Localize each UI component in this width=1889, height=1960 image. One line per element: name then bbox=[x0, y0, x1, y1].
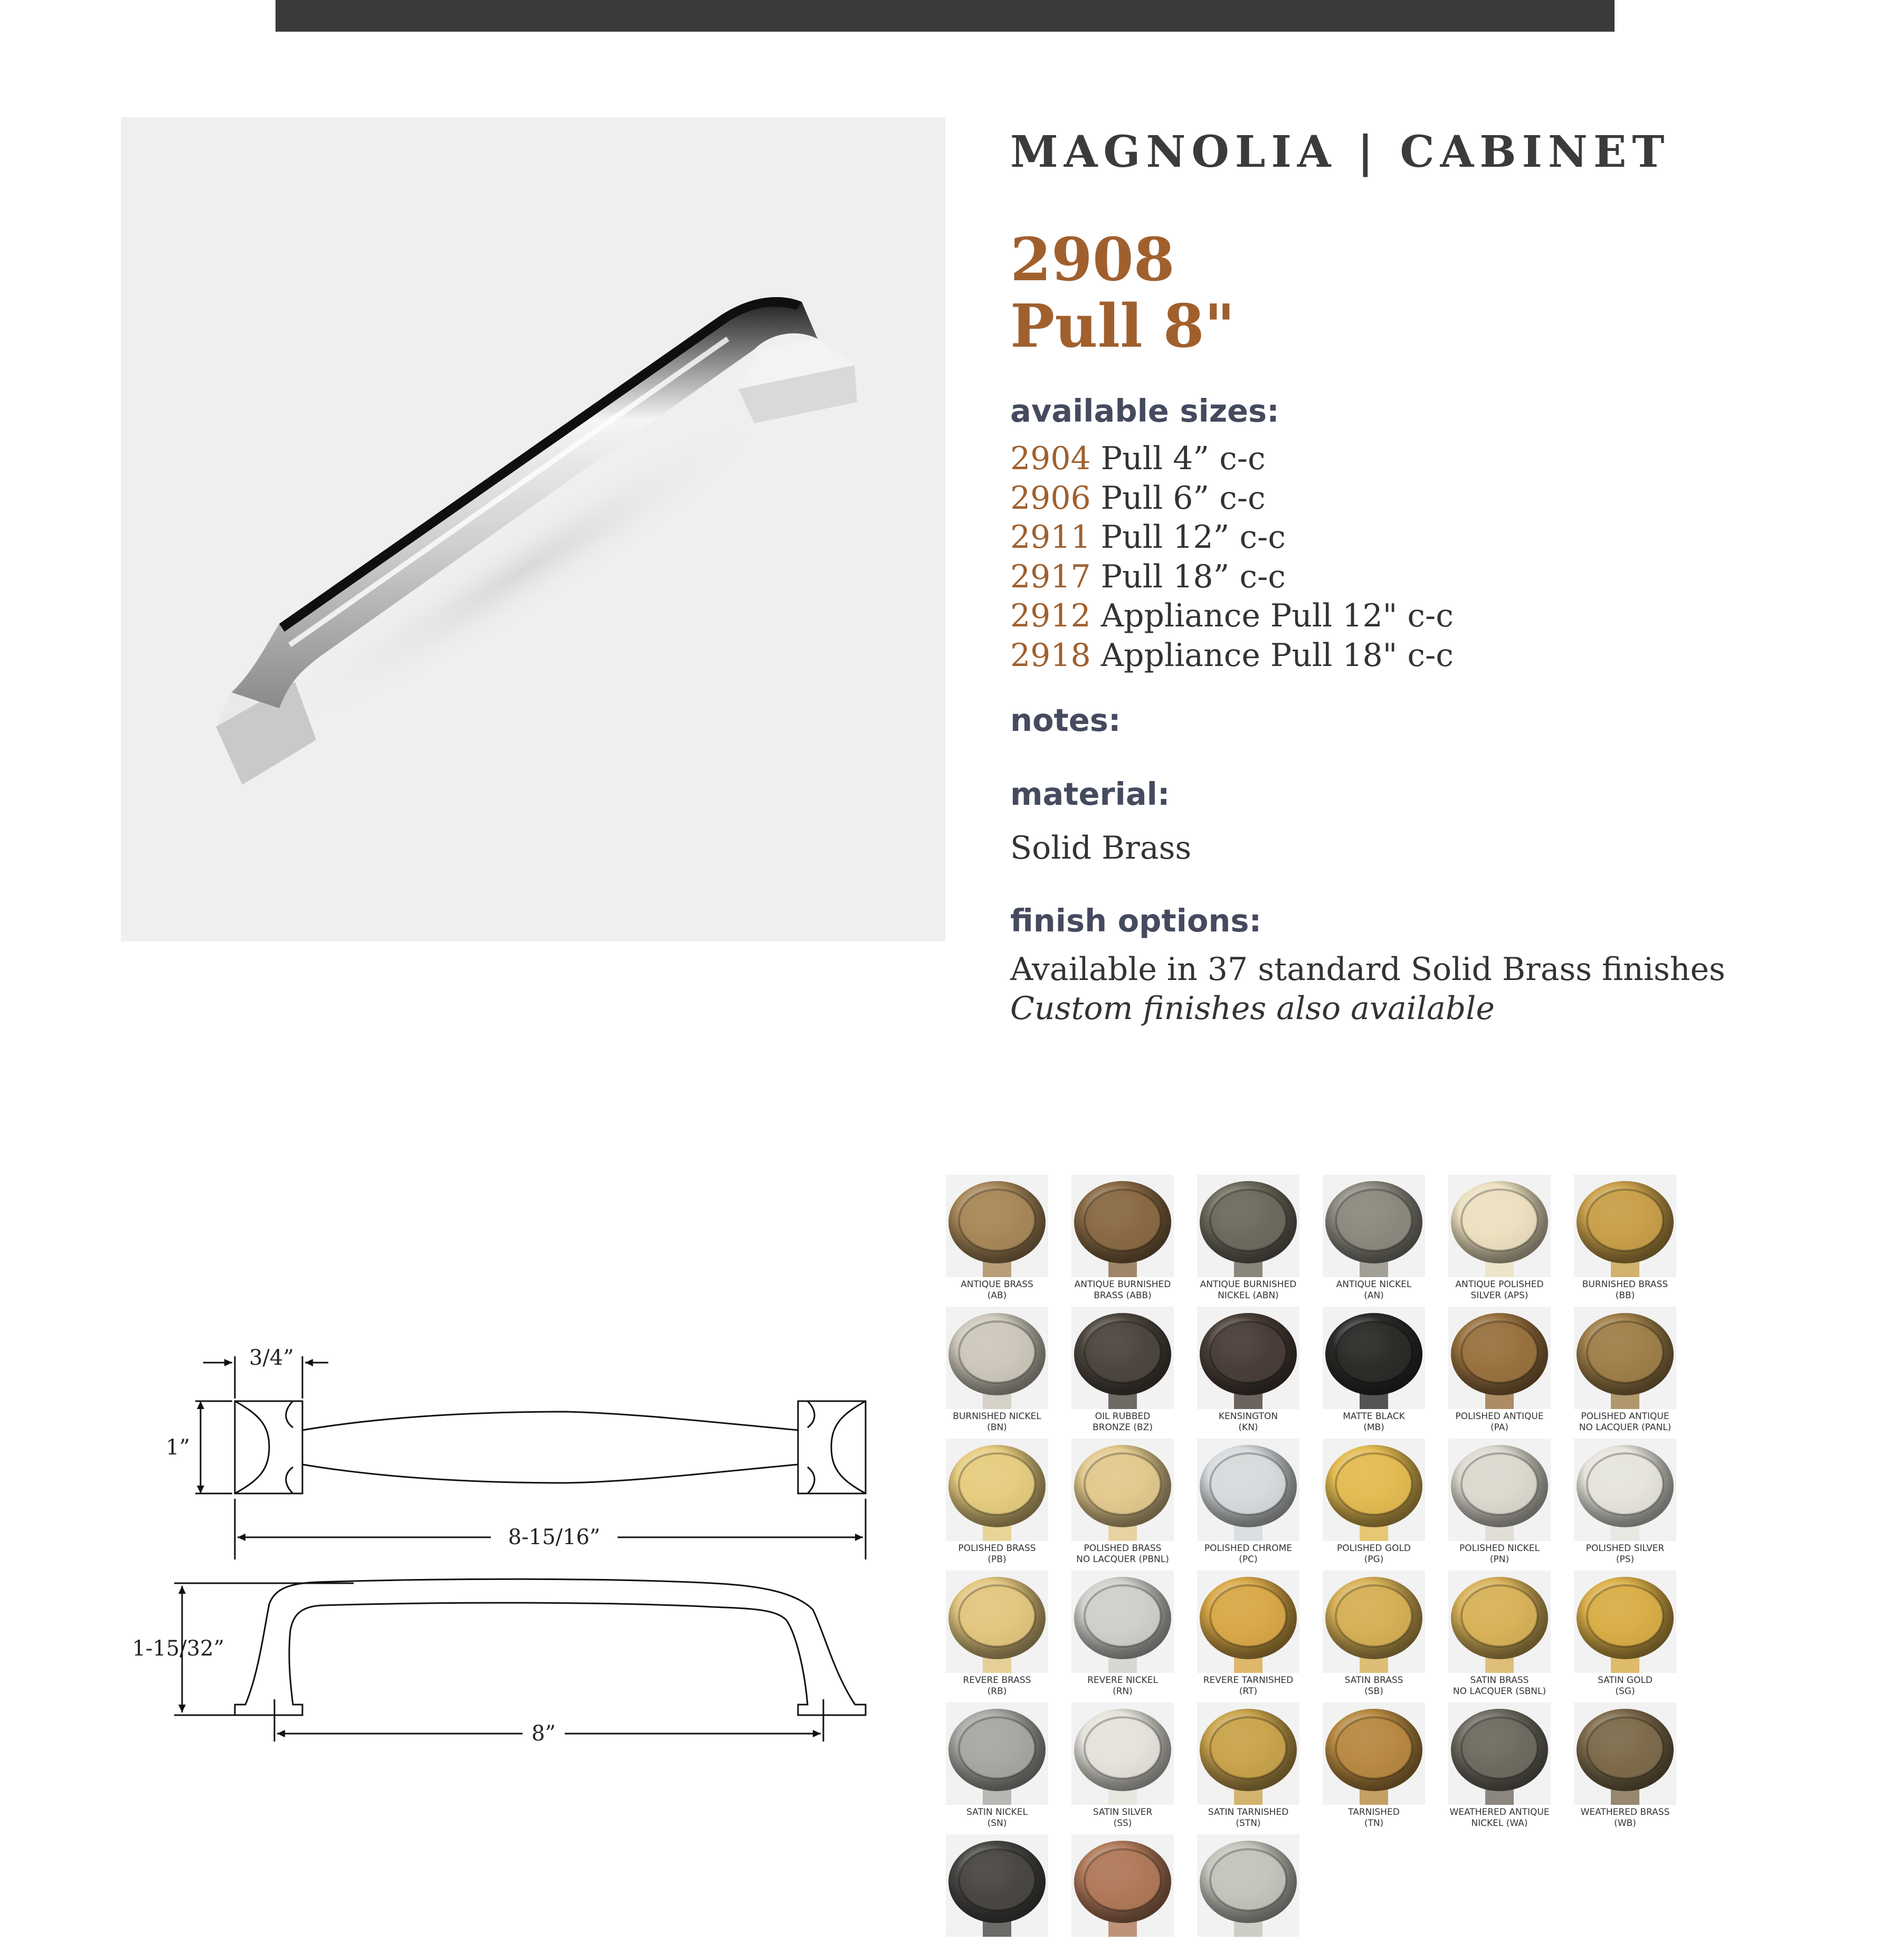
finish-swatch bbox=[1196, 1439, 1322, 1564]
knob-image bbox=[1071, 1439, 1174, 1541]
finish-swatch bbox=[945, 1439, 1070, 1564]
finish-swatch bbox=[1070, 1834, 1196, 1960]
size-code: 2904 bbox=[1010, 440, 1091, 477]
finish-label: ANTIQUE BURNISHED BRASS (ABB) bbox=[1074, 1279, 1171, 1301]
knob-image bbox=[946, 1702, 1048, 1805]
dim-base-height: 1” bbox=[166, 1435, 190, 1460]
finish-label: POLISHED BRASS (PB) bbox=[958, 1543, 1036, 1565]
knob-image bbox=[1323, 1175, 1425, 1277]
finish-label: SATIN BRASS NO LACQUER (SBNL) bbox=[1453, 1675, 1546, 1697]
finish-swatch bbox=[1196, 1702, 1322, 1828]
finish-label: ANTIQUE NICKEL (AN) bbox=[1336, 1279, 1412, 1301]
finish-swatch bbox=[1573, 1571, 1698, 1696]
size-desc: Appliance Pull 12" c-c bbox=[1090, 597, 1454, 634]
knob-image bbox=[1197, 1702, 1299, 1805]
finish-swatch bbox=[1447, 1571, 1573, 1696]
finish-swatch bbox=[1322, 1175, 1447, 1300]
finish-label: SATIN GOLD (SG) bbox=[1597, 1675, 1653, 1697]
knob-image bbox=[1323, 1571, 1425, 1673]
finish-swatch bbox=[945, 1834, 1070, 1960]
knob-image bbox=[1071, 1702, 1174, 1805]
finish-swatch bbox=[1070, 1175, 1196, 1300]
finish-swatch bbox=[1573, 1175, 1698, 1300]
knob-image bbox=[1574, 1307, 1676, 1409]
finish-swatch bbox=[1196, 1307, 1322, 1432]
finish-label: OIL RUBBED BRONZE (BZ) bbox=[1093, 1411, 1153, 1433]
finish-swatch bbox=[1573, 1702, 1698, 1828]
finish-swatch bbox=[1196, 1834, 1322, 1960]
size-code: 2918 bbox=[1010, 636, 1091, 674]
product-photo bbox=[121, 117, 945, 941]
knob-image bbox=[1448, 1439, 1551, 1541]
dimension-drawing bbox=[132, 1335, 897, 1759]
size-item bbox=[1010, 439, 1454, 479]
knob-image bbox=[1071, 1175, 1174, 1277]
available-sizes-heading: available sizes: bbox=[1010, 393, 1279, 429]
finish-swatch bbox=[1447, 1439, 1573, 1564]
finish-label: WEATHERED BRASS (WB) bbox=[1580, 1807, 1670, 1829]
finish-options-line1: Available in 37 standard Solid Brass finishes bbox=[1010, 951, 1725, 988]
finish-label: POLISHED BRASS NO LACQUER (PBNL) bbox=[1076, 1543, 1169, 1565]
size-desc: Pull 4” c-c bbox=[1090, 440, 1266, 477]
finish-label: SATIN NICKEL (SN) bbox=[966, 1807, 1028, 1829]
finish-options-heading: finish options: bbox=[1010, 902, 1262, 939]
finish-label: SATIN SILVER (SS) bbox=[1093, 1807, 1153, 1829]
finish-label: POLISHED ANTIQUE (PA) bbox=[1455, 1411, 1544, 1433]
knob-image bbox=[1323, 1439, 1425, 1541]
finish-label: REVERE NICKEL (RN) bbox=[1087, 1675, 1158, 1697]
knob-image bbox=[946, 1571, 1048, 1673]
material-value: Solid Brass bbox=[1010, 830, 1192, 867]
knob-image bbox=[946, 1175, 1048, 1277]
dim-projection: 1-15/32” bbox=[132, 1636, 224, 1661]
finish-swatch bbox=[1573, 1439, 1698, 1564]
finish-swatch bbox=[945, 1702, 1070, 1828]
finish-label: POLISHED CHROME (PC) bbox=[1204, 1543, 1293, 1565]
product-name: Pull 8" bbox=[1010, 292, 1236, 361]
finish-swatch bbox=[1322, 1571, 1447, 1696]
finish-label: REVERE BRASS (RB) bbox=[963, 1675, 1031, 1697]
size-item bbox=[1010, 479, 1454, 518]
finish-swatch bbox=[1322, 1702, 1447, 1828]
finish-label: TARNISHED (TN) bbox=[1348, 1807, 1400, 1829]
finish-label: POLISHED ANTIQUE NO LACQUER (PANL) bbox=[1579, 1411, 1672, 1433]
knob-image bbox=[1574, 1439, 1676, 1541]
size-item bbox=[1010, 518, 1454, 557]
finish-label: BURNISHED BRASS (BB) bbox=[1582, 1279, 1668, 1301]
finish-swatch bbox=[1070, 1439, 1196, 1564]
material-heading: material: bbox=[1010, 776, 1170, 812]
knob-image bbox=[1071, 1307, 1174, 1409]
knob-image bbox=[1448, 1307, 1551, 1409]
knob-image bbox=[1448, 1571, 1551, 1673]
finish-label: BURNISHED NICKEL (BN) bbox=[953, 1411, 1041, 1433]
knob-image bbox=[1197, 1307, 1299, 1409]
finish-swatch bbox=[1573, 1307, 1698, 1432]
dim-overall-length: 8-15/16” bbox=[508, 1525, 601, 1549]
finish-swatch bbox=[1070, 1307, 1196, 1432]
finish-swatch bbox=[1322, 1439, 1447, 1564]
finish-label: POLISHED GOLD (PG) bbox=[1336, 1543, 1411, 1565]
finish-label: POLISHED NICKEL (PN) bbox=[1459, 1543, 1540, 1565]
knob-image bbox=[1197, 1834, 1299, 1937]
size-item bbox=[1010, 596, 1454, 636]
knob-image bbox=[946, 1307, 1048, 1409]
finish-label: MATTE BLACK (MB) bbox=[1343, 1411, 1405, 1433]
finish-label: KENSINGTON (KN) bbox=[1218, 1411, 1278, 1433]
finish-label: POLISHED SILVER (PS) bbox=[1586, 1543, 1665, 1565]
top-bar bbox=[276, 0, 1615, 32]
size-desc: Pull 12” c-c bbox=[1090, 519, 1286, 556]
size-code: 2917 bbox=[1010, 558, 1091, 595]
knob-image bbox=[1197, 1175, 1299, 1277]
finish-swatch bbox=[945, 1307, 1070, 1432]
finish-label: ANTIQUE POLISHED SILVER (APS) bbox=[1455, 1279, 1544, 1301]
size-desc: Pull 18” c-c bbox=[1090, 558, 1286, 595]
knob-image bbox=[1323, 1702, 1425, 1805]
finish-swatch bbox=[1196, 1175, 1322, 1300]
finish-swatch bbox=[1447, 1702, 1573, 1828]
knob-image bbox=[1071, 1834, 1174, 1937]
knob-image bbox=[1448, 1702, 1551, 1805]
size-code: 2911 bbox=[1010, 519, 1091, 556]
finish-swatch bbox=[1070, 1571, 1196, 1696]
finish-label: SATIN BRASS (SB) bbox=[1344, 1675, 1403, 1697]
finish-swatch bbox=[1447, 1175, 1573, 1300]
finish-options-line2: Custom finishes also available bbox=[1010, 990, 1495, 1027]
finish-swatch bbox=[1196, 1571, 1322, 1696]
knob-image bbox=[1448, 1175, 1551, 1277]
size-code: 2906 bbox=[1010, 479, 1091, 517]
product-title bbox=[1010, 227, 1235, 360]
finish-swatch bbox=[1322, 1307, 1447, 1432]
knob-image bbox=[946, 1439, 1048, 1541]
knob-image bbox=[946, 1834, 1048, 1937]
finish-label: WEATHERED ANTIQUE NICKEL (WA) bbox=[1449, 1807, 1550, 1829]
finish-label: REVERE TARNISHED (RT) bbox=[1203, 1675, 1294, 1697]
finish-label: SATIN TARNISHED (STN) bbox=[1208, 1807, 1289, 1829]
finish-swatch bbox=[945, 1571, 1070, 1696]
brand-title: MAGNOLIA | CABINET bbox=[1010, 127, 1670, 177]
notes-heading: notes: bbox=[1010, 702, 1121, 738]
finish-label: ANTIQUE BURNISHED NICKEL (ABN) bbox=[1200, 1279, 1297, 1301]
knob-image bbox=[1574, 1175, 1676, 1277]
knob-image bbox=[1197, 1439, 1299, 1541]
dim-base-width: 3/4” bbox=[249, 1346, 294, 1370]
knob-image bbox=[1323, 1307, 1425, 1409]
knob-image bbox=[1071, 1571, 1174, 1673]
size-item bbox=[1010, 557, 1454, 597]
knob-image bbox=[1574, 1571, 1676, 1673]
size-desc: Pull 6” c-c bbox=[1090, 479, 1266, 517]
finish-label: ANTIQUE BRASS (AB) bbox=[961, 1279, 1033, 1301]
finish-swatch bbox=[1070, 1702, 1196, 1828]
finish-swatch bbox=[945, 1175, 1070, 1300]
dim-center-to-center: 8” bbox=[531, 1721, 556, 1746]
size-desc: Appliance Pull 18" c-c bbox=[1090, 636, 1454, 674]
finish-swatch bbox=[1447, 1307, 1573, 1432]
product-number: 2908 bbox=[1010, 225, 1175, 294]
size-code: 2912 bbox=[1010, 597, 1091, 634]
size-item bbox=[1010, 636, 1454, 675]
sizes-list bbox=[1010, 439, 1454, 675]
knob-image bbox=[1574, 1702, 1676, 1805]
knob-image bbox=[1197, 1571, 1299, 1673]
